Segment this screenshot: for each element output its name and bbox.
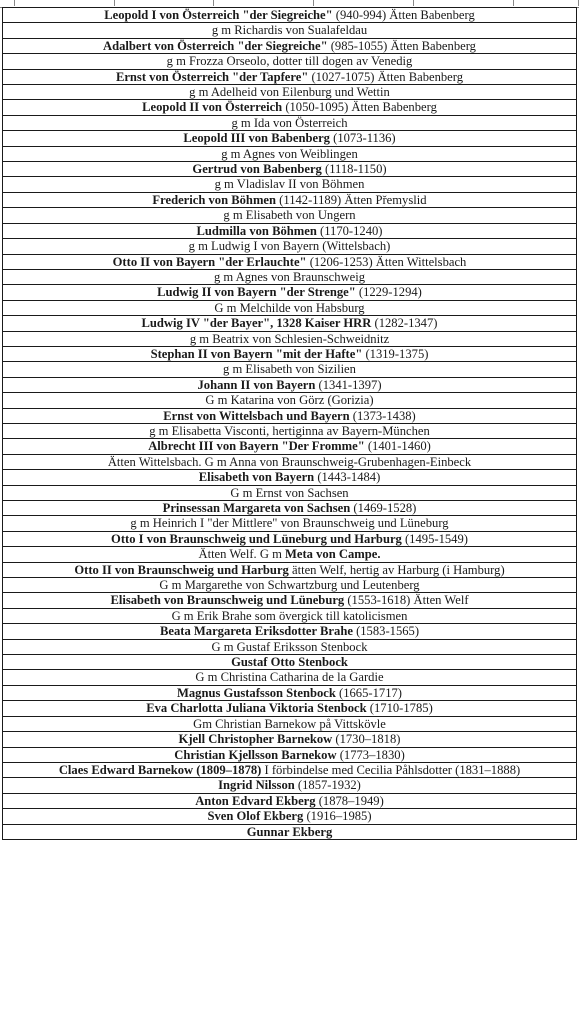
table-row	[3, 531, 577, 546]
generation-entry	[3, 685, 577, 700]
person-info: (1469-1528)	[350, 501, 417, 515]
person-name: Otto II von Bayern "der Erlauchte"	[112, 254, 307, 269]
table-row	[3, 8, 577, 23]
table-row	[3, 762, 577, 777]
table-row	[3, 69, 577, 84]
table-row	[3, 316, 577, 331]
spouse-entry: g m Elisabeth von Sizilien	[3, 362, 577, 377]
table-row	[3, 793, 577, 808]
table-row	[3, 362, 577, 377]
person-name: Leopold I von Österreich "der Siegreiche"	[104, 8, 333, 22]
spouse-entry: g m Ludwig I von Bayern (Wittelsbach)	[3, 239, 577, 254]
person-info: (1319-1375)	[362, 346, 429, 361]
generation-entry	[3, 531, 577, 546]
generation-entry	[3, 732, 577, 747]
generation-entry	[3, 223, 577, 238]
table-row	[3, 223, 577, 238]
table-row	[3, 701, 577, 716]
table-row	[3, 824, 577, 839]
person-info: (1665-1717)	[335, 685, 402, 700]
person-name: Adalbert von Österreich "der Siegreiche"	[103, 38, 328, 53]
person-name: Otto II von Braunschweig und Harburg	[74, 562, 289, 577]
person-info: (1730–1818)	[332, 732, 401, 747]
table-row	[3, 562, 577, 577]
table-row	[3, 38, 577, 53]
person-name: Elisabeth von Bayern	[198, 470, 315, 485]
table-row	[3, 377, 577, 392]
person-info: (1118-1150)	[321, 162, 387, 177]
genealogy-table	[2, 7, 577, 840]
person-name: Leopold III von Babenberg	[183, 131, 330, 146]
person-name: Kjell Christopher Barnekow	[178, 732, 333, 747]
generation-entry	[3, 162, 577, 177]
person-name: Ernst von Wittelsbach und Bayern	[163, 408, 350, 423]
table-row	[3, 747, 577, 762]
person-info: (1553-1618) Ätten Welf	[344, 593, 469, 608]
person-name: Magnus Gustafsson Stenbock	[177, 685, 336, 700]
person-name: Eva Charlotta Juliana Viktoria Stenbock	[146, 701, 367, 716]
generation-entry	[3, 701, 577, 716]
table-row	[3, 254, 577, 269]
table-row	[3, 501, 577, 516]
table-row	[3, 485, 577, 500]
person-name: Stephan II von Bayern "mit der Hafte"	[150, 346, 363, 361]
person-name: Elisabeth von Braunschweig und Lüneburg	[110, 593, 345, 608]
spouse-prefix: Ätten Welf. G m	[198, 547, 286, 562]
table-row	[3, 408, 577, 423]
person-info: (1229-1294)	[355, 285, 422, 300]
table-row	[3, 346, 577, 361]
spouse-entry: g m Agnes von Braunschweig	[3, 269, 577, 284]
table-row	[3, 269, 577, 284]
generation-entry	[3, 8, 577, 23]
person-name: Gunnar Ekberg	[246, 824, 333, 839]
person-info: (1142-1189) Ätten Přemyslid	[276, 192, 427, 207]
person-info: (1443-1484)	[314, 470, 381, 485]
generation-entry	[3, 824, 577, 839]
person-name: Claes Edward Barnekow (1809–1878)	[58, 762, 262, 777]
person-info: (1916–1985)	[303, 809, 372, 824]
spouse-entry: G m Ernst von Sachsen	[3, 485, 577, 500]
person-name: Gustaf Otto Stenbock	[231, 655, 348, 670]
spouse-name: Meta von Campe.	[285, 547, 381, 562]
table-row	[3, 809, 577, 824]
person-info: (1050-1095) Ätten Babenberg	[282, 100, 437, 115]
generation-entry	[3, 747, 577, 762]
table-row	[3, 624, 577, 639]
spouse-entry: g m Ida von Österreich	[3, 115, 577, 130]
person-name: Ludwig IV "der Bayer", 1328 Kaiser HRR	[141, 316, 372, 331]
table-row	[3, 670, 577, 685]
generation-entry	[3, 593, 577, 608]
table-row	[3, 732, 577, 747]
spouse-entry: g m Frozza Orseolo, dotter till dogen av Venedig	[3, 54, 577, 69]
person-info: (1878–1949)	[315, 793, 384, 808]
table-row	[3, 608, 577, 623]
person-info: (1341-1397)	[315, 377, 382, 392]
person-name: Gertrud von Babenberg	[192, 162, 322, 177]
person-info: (1282-1347)	[371, 316, 438, 331]
person-info: (1583-1565)	[352, 624, 420, 639]
person-info: (1027-1075) Ätten Babenberg	[308, 69, 464, 84]
table-row	[3, 115, 577, 130]
generation-entry	[3, 624, 577, 639]
spouse-entry	[3, 547, 577, 562]
table-row	[3, 300, 577, 315]
generation-entry	[3, 439, 577, 454]
table-row	[3, 639, 577, 654]
spouse-entry: g m Beatrix von Schlesien-Schweidnitz	[3, 331, 577, 346]
table-row	[3, 54, 577, 69]
generation-entry	[3, 100, 577, 115]
spouse-entry: g m Elisabetta Visconti, hertiginna av Bayern-München	[3, 423, 577, 438]
table-row	[3, 285, 577, 300]
table-row	[3, 177, 577, 192]
person-info: (1857-1932)	[294, 778, 361, 793]
generation-entry	[3, 69, 577, 84]
spouse-entry: G m Melchilde von Habsburg	[3, 300, 577, 315]
generation-entry	[3, 793, 577, 808]
person-name: Johann II von Bayern	[197, 377, 316, 392]
table-row	[3, 423, 577, 438]
person-name: Ludwig II von Bayern "der Strenge"	[157, 285, 356, 300]
person-name: Sven Olof Ekberg	[207, 809, 304, 824]
spouse-entry: g m Adelheid von Eilenburg und Wettin	[3, 85, 577, 100]
generation-entry	[3, 501, 577, 516]
table-row	[3, 85, 577, 100]
spouse-entry: Gm Christian Barnekow på Vittskövle	[3, 716, 577, 731]
table-row	[3, 516, 577, 531]
person-info: (1170-1240)	[316, 223, 383, 238]
table-row	[3, 655, 577, 670]
table-row	[3, 331, 577, 346]
generation-entry	[3, 470, 577, 485]
person-info: (940-994) Ätten Babenberg	[332, 8, 475, 22]
generation-entry	[3, 377, 577, 392]
spouse-entry: G m Katarina von Görz (Gorizia)	[3, 393, 577, 408]
table-row	[3, 146, 577, 161]
person-name: Prinsessan Margareta von Sachsen	[162, 501, 351, 515]
table-row	[3, 393, 577, 408]
table-row	[3, 23, 577, 38]
spouse-entry: g m Agnes von Weiblingen	[3, 146, 577, 161]
person-name: Albrecht III von Bayern "Der Fromme"	[148, 439, 365, 454]
person-info: (1495-1549)	[401, 531, 468, 546]
generation-entry	[3, 254, 577, 269]
generation-entry	[3, 778, 577, 793]
table-row	[3, 162, 577, 177]
generation-entry	[3, 38, 577, 53]
spouse-entry: Ätten Wittelsbach. G m Anna von Braunschweig-Grubenhagen-Einbeck	[3, 454, 577, 469]
table-row	[3, 439, 577, 454]
person-name: Ernst von Österreich "der Tapfere"	[115, 69, 309, 84]
person-info: (1073-1136)	[329, 131, 396, 146]
table-row	[3, 778, 577, 793]
person-name: Frederich von Böhmen	[152, 192, 277, 207]
spouse-entry: g m Vladislav II von Böhmen	[3, 177, 577, 192]
generation-entry	[3, 285, 577, 300]
spouse-entry: G m Gustaf Eriksson Stenbock	[3, 639, 577, 654]
spouse-entry: g m Richardis von Sualafeldau	[3, 23, 577, 38]
table-row	[3, 547, 577, 562]
generation-entry	[3, 809, 577, 824]
person-info: ätten Welf, hertig av Harburg (i Hamburg)	[288, 562, 505, 577]
spouse-entry: g m Elisabeth von Ungern	[3, 208, 577, 223]
spouse-entry: G m Christina Catharina de la Gardie	[3, 670, 577, 685]
person-name: Christian Kjellsson Barnekow	[174, 747, 337, 762]
generation-entry	[3, 762, 577, 777]
table-row	[3, 131, 577, 146]
person-info: (985-1055) Ätten Babenberg	[327, 38, 476, 53]
generation-entry	[3, 131, 577, 146]
table-row	[3, 716, 577, 731]
person-info: (1710-1785)	[366, 701, 433, 716]
generation-entry	[3, 562, 577, 577]
generation-entry	[3, 192, 577, 207]
table-row	[3, 578, 577, 593]
person-info: (1373-1438)	[349, 408, 416, 423]
spouse-entry: g m Heinrich I "der Mittlere" von Braunschweig und Lüneburg	[3, 516, 577, 531]
person-name: Otto I von Braunschweig und Lüneburg und Harburg	[111, 531, 402, 546]
table-row	[3, 192, 577, 207]
generation-entry	[3, 408, 577, 423]
person-name: Ludmilla von Böhmen	[196, 223, 317, 238]
person-info: (1206-1253) Ätten Wittelsbach	[306, 254, 467, 269]
person-info: (1773–1830)	[336, 747, 405, 762]
spouse-entry: G m Erik Brahe som övergick till katolicismen	[3, 608, 577, 623]
table-row	[3, 100, 577, 115]
table-row	[3, 470, 577, 485]
spouse-entry: G m Margarethe von Schwartzburg und Leutenberg	[3, 578, 577, 593]
table-row	[3, 685, 577, 700]
generation-entry	[3, 316, 577, 331]
person-name: Anton Edvard Ekberg	[195, 793, 316, 808]
person-name: Ingrid Nilsson	[218, 778, 295, 793]
generation-entry	[3, 655, 577, 670]
generation-entry	[3, 346, 577, 361]
table-row	[3, 208, 577, 223]
table-row	[3, 239, 577, 254]
person-name: Leopold II von Österreich	[142, 100, 283, 115]
table-row	[3, 593, 577, 608]
person-info: I förbindelse med Cecilia Påhlsdotter (1831–1888)	[261, 762, 521, 777]
person-name: Beata Margareta Eriksdotter Brahe	[159, 624, 353, 639]
table-row	[3, 454, 577, 469]
person-info: (1401-1460)	[364, 439, 431, 454]
